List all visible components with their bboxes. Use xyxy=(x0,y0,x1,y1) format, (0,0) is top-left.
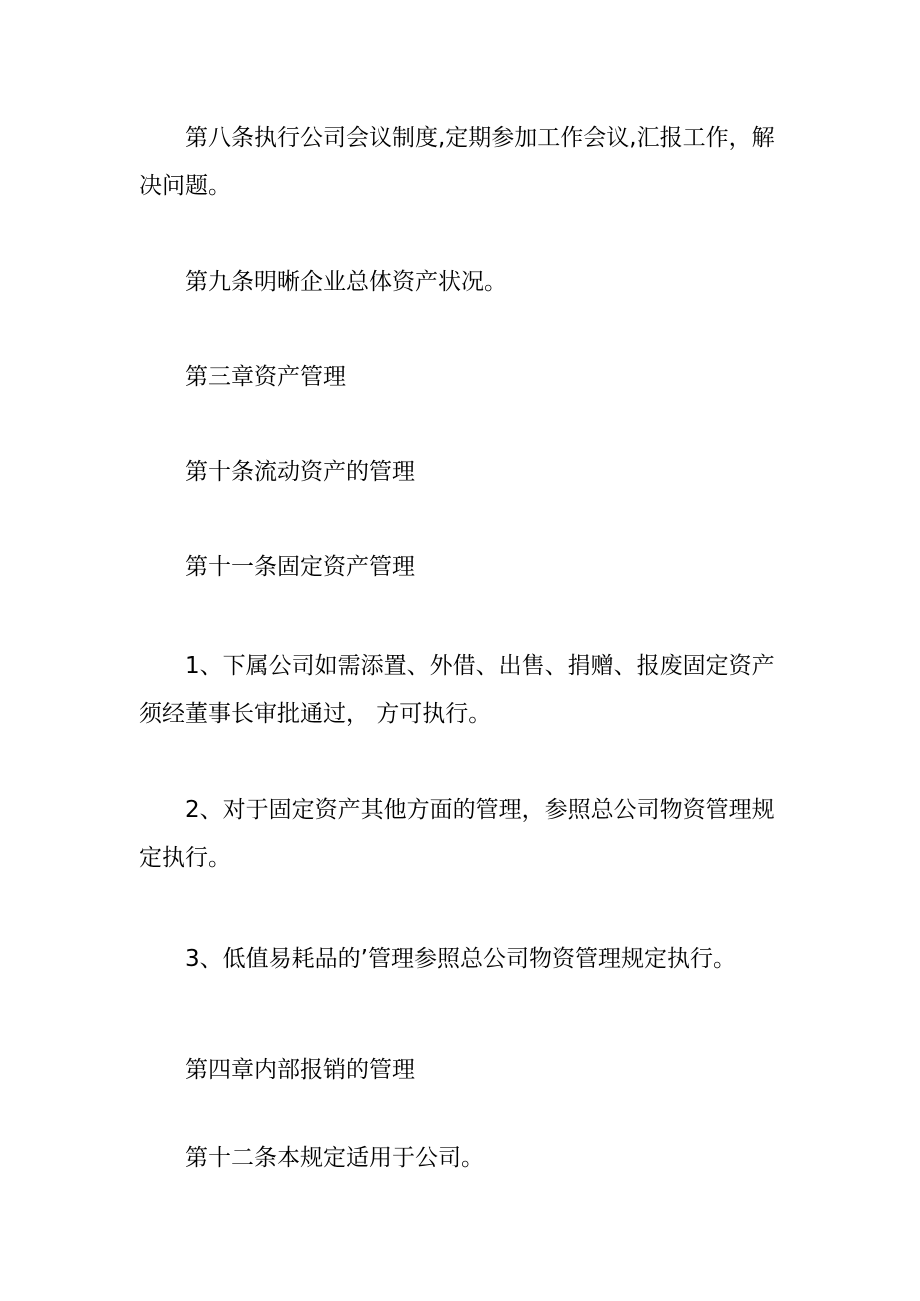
chapter-4-heading: 第四章内部报销的管理 xyxy=(185,1057,415,1083)
article-11-paragraph: 第十一条固定资产管理 xyxy=(185,554,415,580)
article-8-paragraph: 第八条执行公司会议制度,定期参加工作会议,汇报工作，解决问题。 xyxy=(139,125,775,199)
article-9-paragraph: 第九条明晰企业总体资产状况。 xyxy=(185,269,507,295)
fixed-asset-item-1: 1、下属公司如需添置、外借、出售、捐赠、报废固定资产须经董事长审批通过， 方可执行。 xyxy=(139,653,775,727)
chapter-3-heading: 第三章资产管理 xyxy=(185,364,346,390)
fixed-asset-item-3: 3、低值易耗品的’管理参照总公司物资管理规定执行。 xyxy=(185,946,736,972)
article-12-paragraph: 第十二条本规定适用于公司。 xyxy=(185,1145,484,1171)
fixed-asset-item-2: 2、对于固定资产其他方面的管理，参照总公司物资管理规定执行。 xyxy=(139,797,775,871)
article-10-paragraph: 第十条流动资产的管理 xyxy=(185,459,415,485)
